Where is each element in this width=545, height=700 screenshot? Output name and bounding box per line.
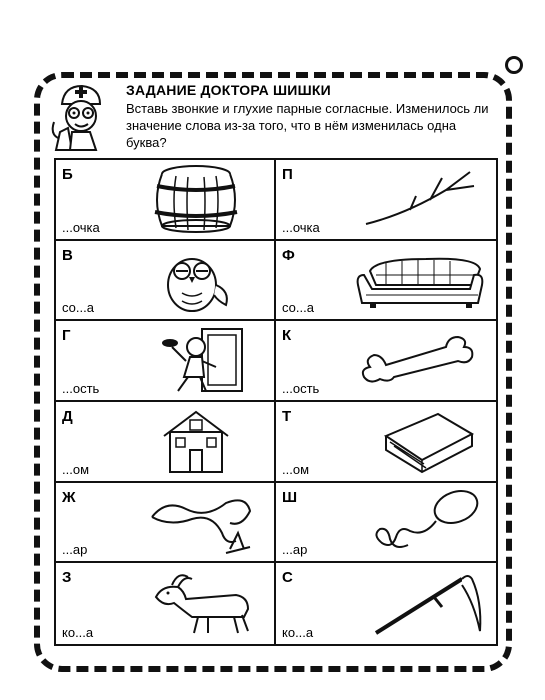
word-blank: ...ар: [282, 542, 308, 558]
cell-k: [276, 321, 496, 402]
word-blank: ...очка: [62, 219, 100, 235]
bone-icon: [346, 325, 486, 395]
word-blank: ...ость: [62, 380, 100, 396]
cell-z: [56, 563, 276, 644]
heat-smoke-icon: [126, 487, 266, 557]
cell-sh: [276, 483, 496, 564]
page-corner-mark: [505, 56, 523, 74]
cell-p: [276, 160, 496, 241]
cell-f: [276, 241, 496, 322]
word-blank: со...а: [62, 300, 94, 316]
task-instructions: Вставь звонкие и глухие парные согласные. Изменилось ли значение слова из-за того, что в нём изменилась одна буква?: [126, 101, 489, 150]
goat-icon: [126, 567, 266, 637]
balloon-icon: [346, 487, 486, 557]
word-blank: ...ом: [282, 461, 310, 477]
letter-label: П: [282, 166, 293, 183]
cell-s: [276, 563, 496, 644]
word-blank: ...ость: [282, 380, 320, 396]
cell-d: [56, 402, 276, 483]
letter-label: Г: [62, 327, 71, 345]
word-blank: ко...а: [62, 624, 94, 640]
sofa-icon: [346, 245, 486, 315]
letter-label: Д: [62, 407, 73, 425]
cell-b: [56, 160, 276, 241]
letter-label: В: [62, 246, 73, 264]
house-icon: [126, 406, 266, 476]
cell-zh: [56, 483, 276, 564]
word-blank: со...а: [282, 300, 314, 316]
twig-icon: [346, 164, 486, 234]
word-blank: ...ом: [62, 461, 90, 477]
word-blank: ...ар: [62, 542, 88, 558]
cell-v: [56, 241, 276, 322]
letter-label: К: [282, 327, 292, 345]
task-title: ЗАДАНИЕ ДОКТОРА ШИШКИ: [126, 82, 331, 98]
letter-label: З: [62, 569, 72, 587]
cell-g: [56, 321, 276, 402]
owl-icon: [126, 245, 266, 315]
doctor-shishka-icon: [48, 82, 112, 152]
letter-label: Ж: [62, 488, 76, 506]
book-volume-icon: [346, 406, 486, 476]
exercise-grid: [54, 158, 498, 646]
letter-label: С: [282, 569, 293, 587]
letter-label: Б: [62, 166, 73, 183]
letter-label: Т: [282, 407, 292, 425]
cell-t: [276, 402, 496, 483]
word-blank: ...очка: [282, 219, 320, 235]
scythe-icon: [346, 567, 486, 637]
letter-label: Ф: [282, 246, 295, 264]
barrel-icon: [126, 164, 266, 234]
letter-label: Ш: [282, 488, 298, 506]
guest-icon: [126, 325, 266, 395]
word-blank: ко...а: [282, 624, 314, 640]
